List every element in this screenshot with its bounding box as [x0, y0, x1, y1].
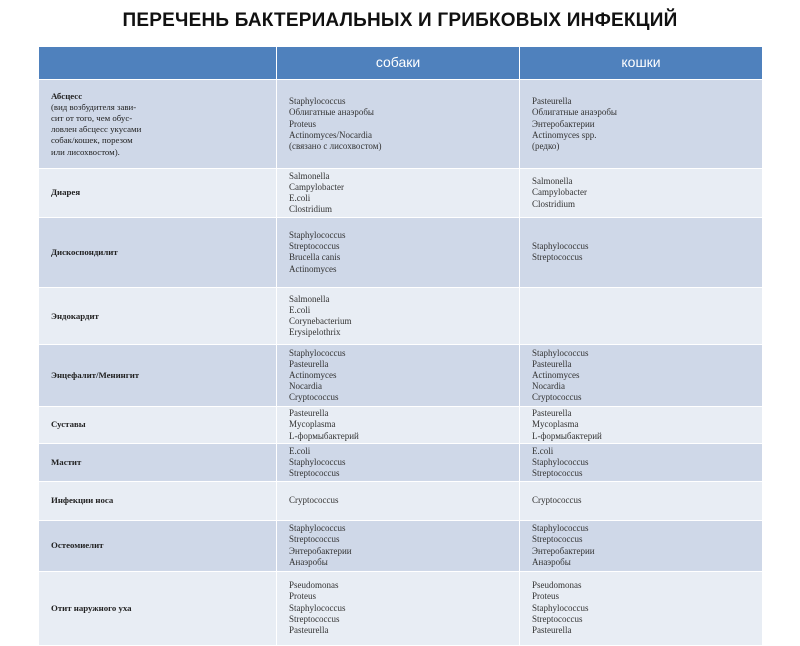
pathogen-name: Mycoplasma — [532, 419, 579, 430]
pathogen-name: Pasteurella — [289, 408, 329, 419]
infection-note-line: или лисохвостом). — [51, 146, 120, 157]
pathogen-name: Clostridium — [289, 204, 333, 215]
infection-name-cell — [39, 520, 277, 571]
pathogen-name: Staphylococcus — [289, 523, 346, 534]
pathogen-name: Облигатные анаэробы — [532, 107, 617, 118]
pathogen-name: Nocardia — [289, 381, 322, 392]
table-row — [39, 80, 763, 169]
header-infection — [39, 47, 277, 80]
cats-pathogens-cell — [520, 482, 763, 520]
infection-name-cell — [39, 287, 277, 344]
pathogen-name: E.coli — [289, 193, 311, 204]
pathogen-name: Cryptococcus — [289, 495, 339, 506]
cats-pathogens-cell — [520, 287, 763, 344]
infection-name: Инфекции носа — [51, 495, 114, 506]
header-cats: кошки — [520, 47, 763, 80]
pathogen-name: Анаэробы — [532, 556, 571, 567]
pathogen-name: L-формыбактерий — [289, 430, 359, 441]
dogs-pathogens-cell — [277, 217, 520, 287]
table-row — [39, 444, 763, 482]
pathogen-name: Cryptococcus — [289, 392, 339, 403]
pathogen-name: E.coli — [532, 445, 554, 456]
infection-name: Энцефалит/Менингит — [51, 370, 140, 381]
pathogen-name: Pasteurella — [532, 358, 572, 369]
pathogen-name: Actinomyces spp. — [532, 129, 597, 140]
infection-note-line: ловлен абсцесс укусами — [51, 124, 142, 135]
infections-table — [38, 46, 763, 646]
pathogen-name: E.coli — [289, 304, 311, 315]
table-row — [39, 169, 763, 218]
infection-name-cell — [39, 571, 277, 645]
pathogen-name: Pasteurella — [532, 625, 572, 636]
infection-name: Эндокардит — [51, 310, 99, 321]
infection-name: Абсцесс — [51, 90, 83, 101]
pathogen-name: Staphylococcus — [289, 602, 346, 613]
pathogen-name: Clostridium — [532, 198, 576, 209]
pathogen-name: Pasteurella — [532, 96, 572, 107]
pathogen-name: Staphylococcus — [289, 457, 346, 468]
table-row — [39, 520, 763, 571]
infection-name-cell — [39, 444, 277, 482]
dogs-pathogens-cell — [277, 80, 520, 169]
dogs-pathogens-cell — [277, 520, 520, 571]
pathogen-name: Actinomyces/Nocardia — [289, 129, 372, 140]
pathogen-name: Streptococcus — [289, 613, 340, 624]
table-row — [39, 345, 763, 407]
pathogen-name: Mycoplasma — [289, 419, 336, 430]
infection-name: Дискоспондилит — [51, 246, 118, 257]
table-header-row — [39, 47, 763, 80]
infection-name-cell — [39, 406, 277, 443]
pathogen-name: Pasteurella — [532, 408, 572, 419]
pathogen-name: (редко) — [532, 140, 560, 151]
pathogen-name: Streptococcus — [532, 613, 583, 624]
dogs-pathogens-cell — [277, 406, 520, 443]
pathogen-name: Staphylococcus — [289, 347, 346, 358]
cats-pathogens-cell — [520, 444, 763, 482]
pathogen-name: Staphylococcus — [532, 602, 589, 613]
table-row — [39, 406, 763, 443]
pathogen-name: Streptococcus — [289, 241, 340, 252]
infection-name-cell — [39, 80, 277, 169]
pathogen-name: Salmonella — [289, 170, 330, 181]
pathogen-name: Staphylococcus — [532, 347, 589, 358]
pathogen-name: E.coli — [289, 445, 311, 456]
infection-name-cell — [39, 169, 277, 218]
cats-pathogens-cell — [520, 520, 763, 571]
pathogen-name: Streptococcus — [532, 534, 583, 545]
pathogen-name: Campylobacter — [532, 187, 587, 198]
infection-name: Остеомиелит — [51, 539, 104, 550]
pathogen-name: Pseudomonas — [532, 580, 582, 591]
pathogen-name: Proteus — [532, 591, 559, 602]
pathogen-name: Staphylococcus — [532, 241, 589, 252]
pathogen-name: Streptococcus — [532, 252, 583, 263]
pathogen-name: Actinomyces — [532, 370, 580, 381]
cats-pathogens-cell — [520, 169, 763, 218]
dogs-pathogens-cell — [277, 287, 520, 344]
table-body — [39, 80, 763, 646]
pathogen-name: Actinomyces — [289, 370, 337, 381]
cats-pathogens-cell — [520, 217, 763, 287]
table-row — [39, 287, 763, 344]
table-row — [39, 217, 763, 287]
pathogen-name: Brucella canis — [289, 252, 341, 263]
pathogen-name: Pasteurella — [289, 358, 329, 369]
pathogen-name: Pasteurella — [289, 625, 329, 636]
cats-pathogens-cell — [520, 571, 763, 645]
pathogen-name: Actinomyces — [289, 263, 337, 274]
infection-name: Диарея — [51, 187, 81, 198]
pathogen-name: Salmonella — [532, 176, 573, 187]
pathogen-name: Streptococcus — [289, 534, 340, 545]
pathogen-name: Staphylococcus — [532, 523, 589, 534]
pathogen-name: Proteus — [289, 118, 316, 129]
dogs-pathogens-cell — [277, 444, 520, 482]
pathogen-name: Campylobacter — [289, 181, 344, 192]
infection-note-line: собак/кошек, порезом — [51, 135, 133, 146]
pathogen-name: Staphylococcus — [532, 457, 589, 468]
pathogen-name: Streptococcus — [289, 468, 340, 479]
dogs-pathogens-cell — [277, 482, 520, 520]
cats-pathogens-cell — [520, 345, 763, 407]
pathogen-name: Энтеробактерии — [289, 545, 352, 556]
cats-pathogens-cell — [520, 406, 763, 443]
table-row — [39, 482, 763, 520]
dogs-pathogens-cell — [277, 571, 520, 645]
pathogen-name: Cryptococcus — [532, 495, 582, 506]
pathogen-name: Salmonella — [289, 293, 330, 304]
infection-note-line: сит от того, чем обус- — [51, 112, 133, 123]
infection-name-cell — [39, 217, 277, 287]
infection-name: Мастит — [51, 457, 82, 468]
infection-name-cell — [39, 345, 277, 407]
pathogen-name: Staphylococcus — [289, 96, 346, 107]
pathogen-name: Анаэробы — [289, 556, 328, 567]
infection-name-cell — [39, 482, 277, 520]
pathogen-name: Облигатные анаэробы — [289, 107, 374, 118]
pathogen-name: Proteus — [289, 591, 316, 602]
header-dogs: собаки — [277, 47, 520, 80]
table-row — [39, 571, 763, 645]
infection-name: Суставы — [51, 419, 86, 430]
pathogen-name: Cryptococcus — [532, 392, 582, 403]
dogs-pathogens-cell — [277, 345, 520, 407]
pathogen-name: L-формыбактерий — [532, 430, 602, 441]
pathogen-name: Энтеробактерии — [532, 118, 595, 129]
pathogen-name: Энтеробактерии — [532, 545, 595, 556]
cats-pathogens-cell — [520, 80, 763, 169]
page-title: ПЕРЕЧЕНЬ БАКТЕРИАЛЬНЫХ И ГРИБКОВЫХ ИНФЕКЦИЙ — [122, 10, 678, 31]
pathogen-name: Staphylococcus — [289, 230, 346, 241]
pathogen-name: Corynebacterium — [289, 316, 352, 327]
pathogen-name: Erysipelothrix — [289, 327, 341, 338]
pathogen-name: Nocardia — [532, 381, 565, 392]
infection-note-line: (вид возбудителя зави- — [51, 101, 137, 112]
pathogen-name: (связано с лисохвостом) — [289, 140, 382, 151]
pathogen-name: Streptococcus — [532, 468, 583, 479]
pathogen-name: Pseudomonas — [289, 580, 339, 591]
dogs-pathogens-cell — [277, 169, 520, 218]
infection-name: Отит наружного уха — [51, 602, 132, 613]
